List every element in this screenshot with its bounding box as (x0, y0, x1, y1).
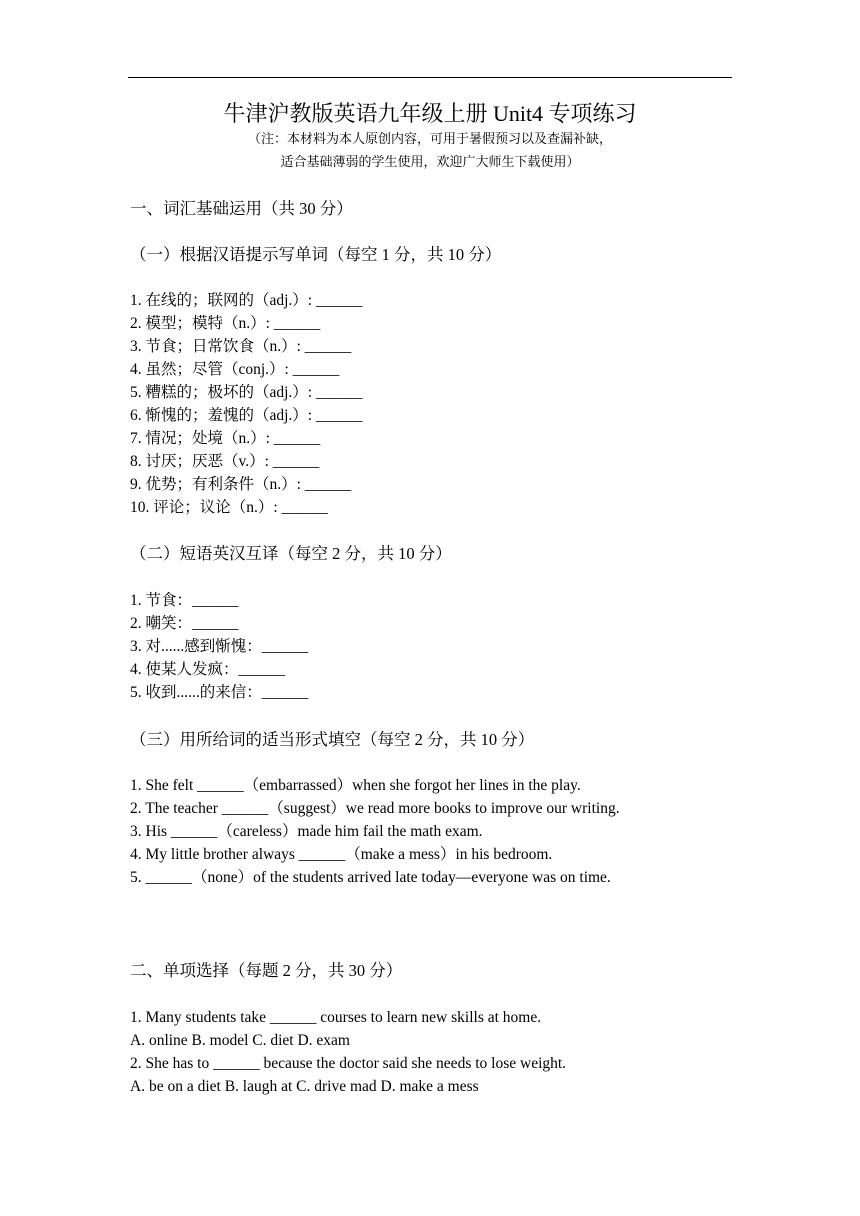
phrase-item: 5. 收到......的来信：______ (130, 684, 309, 701)
vocab-item: 10. 评论；议论（n.）: ______ (130, 499, 329, 516)
phrase-item: 2. 嘲笑：______ (130, 615, 239, 632)
phrase-item: 4. 使某人发疯：______ (130, 661, 286, 678)
fill-in-item: 1. She felt ______（embarrassed）when she forgot her lines in the play. (130, 777, 581, 794)
vocab-item: 9. 优势；有利条件（n.）: ______ (130, 476, 352, 493)
fill-in-item: 4. My little brother always ______（make a mess）in his bedroom. (130, 846, 553, 863)
vocab-item: 3. 节食；日常饮食（n.）: ______ (130, 338, 352, 355)
phrase-item: 3. 对......感到惭愧：______ (130, 638, 309, 655)
note-line-1: （注：本材料为本人原创内容，可用于暑假预习以及查漏补缺， (247, 132, 612, 147)
question-stem: 1. Many students take ______ courses to learn new skills at home. (130, 1009, 542, 1026)
header-rule (128, 77, 732, 78)
vocab-item: 6. 惭愧的；羞愧的（adj.）: ______ (130, 407, 363, 424)
section-2-heading: 二、单项选择（每题 2 分，共 30 分） (130, 961, 403, 980)
question-options: A. online B. model C. diet D. exam (130, 1032, 350, 1049)
vocab-item: 2. 模型；模特（n.）: ______ (130, 315, 321, 332)
question-options: A. be on a diet B. laugh at C. drive mad D. make a mess (130, 1078, 479, 1095)
part-2-heading: （二）短语英汉互译（每空 2 分，共 10 分） (130, 544, 452, 563)
part-1-heading: （一）根据汉语提示写单词（每空 1 分，共 10 分） (130, 245, 502, 264)
vocab-item: 4. 虽然；尽管（conj.）: ______ (130, 361, 340, 378)
phrase-item: 1. 节食：______ (130, 592, 239, 609)
fill-in-item: 3. His ______（careless）made him fail the math exam. (130, 823, 483, 840)
document-title: 牛津沪教版英语九年级上册 Unit4 专项练习 (223, 101, 637, 126)
part-3-heading: （三）用所给词的适当形式填空（每空 2 分，共 10 分） (130, 730, 535, 749)
section-1-heading: 一、词汇基础运用（共 30 分） (130, 199, 353, 218)
vocab-item: 8. 讨厌；厌恶（v.）: ______ (130, 453, 320, 470)
vocab-item: 7. 情况；处境（n.）: ______ (130, 430, 321, 447)
fill-in-item: 5. ______（none）of the students arrived late today—everyone was on time. (130, 869, 611, 886)
vocab-item: 1. 在线的；联网的（adj.）: ______ (130, 292, 363, 309)
note-line-2: 适合基础薄弱的学生使用，欢迎广大师生下载使用） (280, 155, 580, 170)
question-stem: 2. She has to ______ because the doctor said she needs to lose weight. (130, 1055, 567, 1072)
vocab-item: 5. 糟糕的；极坏的（adj.）: ______ (130, 384, 363, 401)
fill-in-item: 2. The teacher ______（suggest）we read more books to improve our writing. (130, 800, 620, 817)
